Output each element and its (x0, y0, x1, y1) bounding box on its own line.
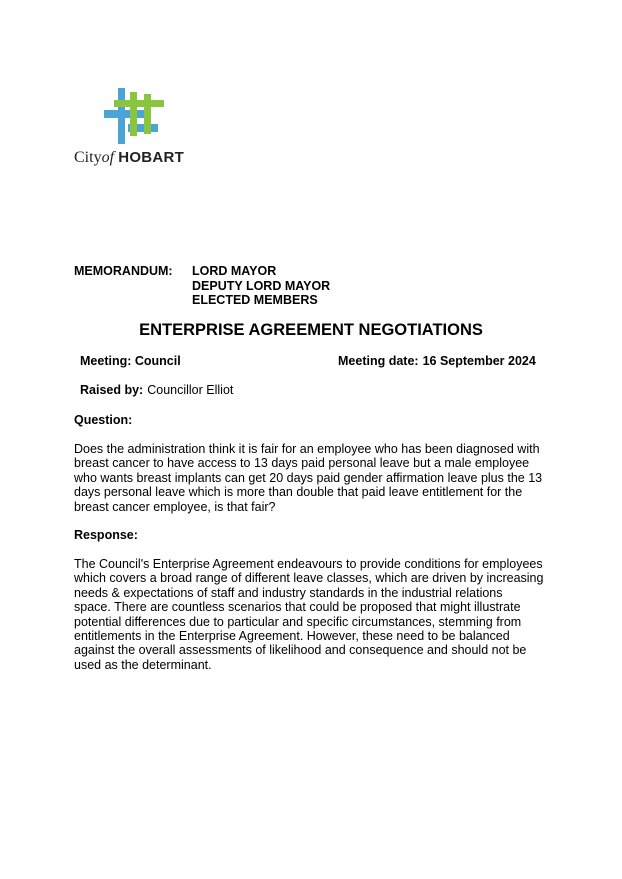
memo-recipient: ELECTED MEMBERS (192, 293, 318, 307)
meeting-date-label: Meeting date: (338, 354, 419, 368)
logo-of: of (101, 149, 115, 166)
question-line: days personal leave which is more than double that paid leave entitlement for the (74, 485, 523, 500)
response-line: which covers a broad range of different leave classes, which are driven by increasing (74, 571, 544, 586)
response-heading: Response: (74, 528, 138, 542)
raised-by-label: Raised by: (80, 383, 144, 397)
question-text (74, 442, 554, 514)
meeting-date-value: 16 September 2024 (422, 354, 536, 368)
logo-city: City (74, 149, 102, 166)
response-line: used as the determinant. (74, 657, 212, 672)
response-line: potential differences due to particular and specific circumstances, stemming from (74, 614, 522, 629)
hobart-logo-mark-icon (104, 88, 164, 144)
memo-label: MEMORANDUM: (74, 264, 173, 278)
question-line: Does the administration think it is fair for an employee who has been diagnosed with (74, 442, 540, 456)
question-line: breast cancer employee, is that fair? (74, 499, 276, 514)
response-line: needs & expectations of staff and industry standards in the industrial relations (74, 585, 503, 600)
raised-by-name: Councillor Elliot (147, 383, 234, 397)
logo-bar-blue-v2 (118, 110, 125, 118)
document-title: ENTERPRISE AGREEMENT NEGOTIATIONS (139, 321, 483, 339)
response-line: against the overall assessments of likelihood and consequence and should not be (74, 643, 527, 658)
raised-by (80, 383, 233, 397)
question-heading: Question: (74, 413, 133, 427)
response-line: The Council's Enterprise Agreement endeavours to provide conditions for employees (74, 557, 543, 571)
response-text (74, 557, 554, 672)
question-line: who wants breast implants can get 20 days paid gender affirmation leave plus the 13 (74, 470, 543, 485)
question-line: breast cancer to have access to 13 days paid personal leave but a male employee (74, 456, 530, 471)
logo-hobart: HOBART (118, 149, 185, 166)
meeting-label: Meeting: Council (80, 354, 181, 368)
response-line: space. There are countless scenarios that could be proposed that might illustrate (74, 600, 521, 615)
logo-bar-green-h1 (114, 100, 164, 107)
memo-recipient: LORD MAYOR (192, 264, 277, 278)
memo-recipients (192, 264, 330, 308)
logo-wordmark (74, 149, 184, 167)
response-line: entitlements in the Enterprise Agreement. However, these need to be balanced (74, 629, 510, 644)
meeting-date (338, 354, 536, 368)
memo-recipient: DEPUTY LORD MAYOR (192, 278, 331, 293)
logo-bar-green-v1 (130, 92, 137, 136)
